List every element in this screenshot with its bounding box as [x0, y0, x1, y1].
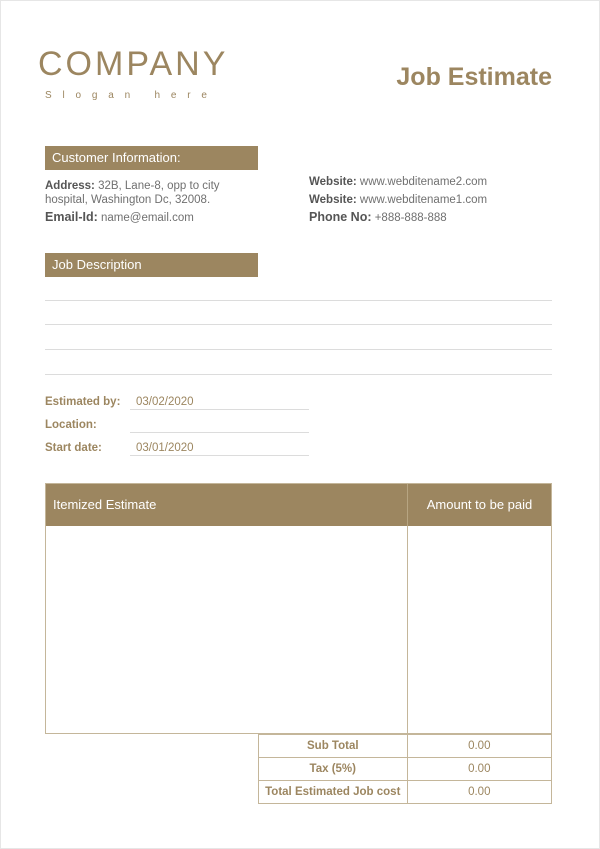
- location-rule: [130, 432, 309, 433]
- description-line-2[interactable]: [45, 324, 552, 325]
- total-cost-value[interactable]: 0.00: [407, 781, 551, 804]
- tax-value[interactable]: 0.00: [407, 758, 551, 781]
- email-label: Email-Id:: [45, 210, 98, 224]
- estimated-by-value[interactable]: 03/02/2020: [136, 396, 194, 408]
- description-line-4[interactable]: [45, 374, 552, 375]
- website-line-1: [309, 175, 487, 190]
- start-date-rule: [130, 455, 309, 456]
- description-line-3[interactable]: [45, 349, 552, 350]
- total-cost-label: Total Estimated Job cost: [259, 781, 408, 804]
- itemized-estimate-header-row: [46, 484, 551, 526]
- address-line-2: hospital, Washington Dc, 32008.: [45, 194, 211, 206]
- email-value: name@email.com: [101, 212, 194, 224]
- phone-line: [309, 210, 447, 226]
- subtotal-label: Sub Total: [259, 735, 408, 758]
- location-label: Location:: [45, 419, 97, 431]
- website-label-2: Website:: [309, 194, 357, 206]
- company-name: COMPANY: [38, 45, 229, 83]
- table-row: [259, 758, 552, 781]
- estimated-by-label: Estimated by:: [45, 396, 121, 408]
- estimated-by-rule: [130, 409, 309, 410]
- tax-label: Tax (5%): [259, 758, 408, 781]
- phone-label: Phone No:: [309, 210, 372, 224]
- table-row: [259, 781, 552, 804]
- address-value-1: 32B, Lane-8, opp to city: [98, 180, 220, 192]
- table-row: [259, 735, 552, 758]
- start-date-value[interactable]: 03/01/2020: [136, 442, 194, 454]
- company-slogan: Slogan here: [45, 90, 218, 101]
- document-title: Job Estimate: [396, 63, 552, 91]
- subtotal-value[interactable]: 0.00: [407, 735, 551, 758]
- address-line-1: [45, 179, 220, 194]
- itemized-estimate-table: [45, 483, 552, 734]
- address-label: Address:: [45, 180, 95, 192]
- description-line-1[interactable]: [45, 300, 552, 301]
- amount-column-header: Amount to be paid: [426, 497, 533, 512]
- website-value-1: www.webditename2.com: [359, 176, 488, 188]
- job-description-header: Job Description: [45, 253, 258, 277]
- customer-info-header: Customer Information:: [45, 146, 258, 170]
- start-date-label: Start date:: [45, 442, 102, 454]
- itemized-estimate-column-header: Itemized Estimate: [53, 497, 157, 512]
- header-column-divider: [407, 484, 408, 526]
- email-line: [45, 210, 194, 226]
- website-value-2: www.webditename1.com: [359, 194, 488, 206]
- website-label-1: Website:: [309, 176, 357, 188]
- website-line-2: [309, 193, 487, 208]
- phone-value: +888-888-888: [374, 212, 447, 224]
- totals-table: [258, 734, 552, 804]
